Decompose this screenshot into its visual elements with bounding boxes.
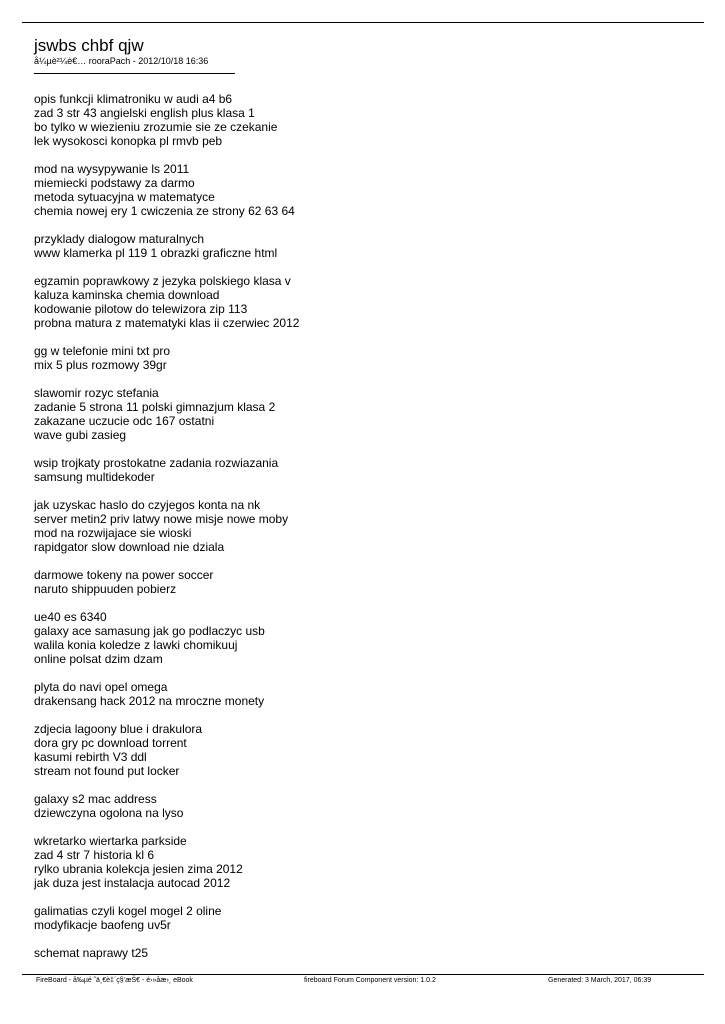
paragraph xyxy=(34,904,694,932)
text-line: zad 3 str 43 angielski english plus klasa 1 xyxy=(34,106,255,120)
paragraph xyxy=(34,834,694,890)
paragraph xyxy=(34,568,694,596)
text-line: galaxy s2 mac address xyxy=(34,792,157,806)
text-line: online polsat dzim dzam xyxy=(34,652,163,666)
footer-generated: Generated: 3 March, 2017, 06:39 xyxy=(548,977,652,984)
text-line: walila konia koledze z lawki chomikuuj xyxy=(34,638,238,652)
top-rule xyxy=(22,22,704,23)
footer-version: fireboard Forum Component version: 1.0.2 xyxy=(304,977,436,984)
text-line: darmowe tokeny na power soccer xyxy=(34,568,214,582)
text-line: metoda sytuacyjna w matematyce xyxy=(34,190,215,204)
text-line: server metin2 priv latwy nowe misje nowe moby xyxy=(34,512,289,526)
text-line: plyta do navi opel omega xyxy=(34,680,168,694)
text-line: slawomir rozyc stefania xyxy=(34,386,159,400)
text-line: dziewczyna ogolona na lyso xyxy=(34,806,184,820)
text-line: zadanie 5 strona 11 polski gimnazjum klasa 2 xyxy=(34,400,276,414)
text-line: dora gry pc download torrent xyxy=(34,736,187,750)
paragraph xyxy=(34,792,694,820)
text-line: opis funkcji klimatroniku w audi a4 b6 xyxy=(34,92,233,106)
paragraph xyxy=(34,680,694,708)
paragraph xyxy=(34,232,694,260)
text-line: jak uzyskac haslo do czyjegos konta na nk xyxy=(34,498,261,512)
paragraph xyxy=(34,610,694,666)
text-line: ue40 es 6340 xyxy=(34,610,107,624)
bottom-rule xyxy=(22,974,704,975)
text-line: stream not found put locker xyxy=(34,764,180,778)
footer-site-name: FireBoard - å‰µé ˜ä¸€è‡´ç§‘æŠ€ - é›»åæ›¸ eBook xyxy=(36,977,193,984)
text-line: jak duza jest instalacja autocad 2012 xyxy=(34,876,231,890)
text-line: miemiecki podstawy za darmo xyxy=(34,176,195,190)
text-line: chemia nowej ery 1 cwiczenia ze strony 62 63 64 xyxy=(34,204,295,218)
text-line: bo tylko w wiezieniu zrozumie sie ze czekanie xyxy=(34,120,278,134)
text-line: galimatias czyli kogel mogel 2 oline xyxy=(34,904,222,918)
text-line: mod na wysypywanie ls 2011 xyxy=(34,162,190,176)
text-line: probna matura z matematyki klas ii czerwiec 2012 xyxy=(34,316,300,330)
text-line: kaluza kaminska chemia download xyxy=(34,288,220,302)
paragraph xyxy=(34,274,694,330)
text-line: mod na rozwijajace sie wioski xyxy=(34,526,192,540)
text-line: zdjecia lagoony blue i drakulora xyxy=(34,722,203,736)
post-meta: å¼µè²¼è€… rooraPach - 2012/10/18 16:36 xyxy=(34,56,209,66)
meta-divider xyxy=(34,73,235,74)
paragraph xyxy=(34,722,694,778)
text-line: www klamerka pl 119 1 obrazki graficzne html xyxy=(34,246,278,260)
text-line: rapidgator slow download nie dziala xyxy=(34,540,225,554)
text-line: kasumi rebirth V3 ddl xyxy=(34,750,147,764)
text-line: rylko ubrania kolekcja jesien zima 2012 xyxy=(34,862,243,876)
text-line: schemat naprawy t25 xyxy=(34,946,149,960)
paragraph xyxy=(34,498,694,554)
text-line: egzamin poprawkowy z jezyka polskiego klasa v xyxy=(34,274,291,288)
text-line: drakensang hack 2012 na mroczne monety xyxy=(34,694,265,708)
paragraph xyxy=(34,92,694,148)
paragraph xyxy=(34,162,694,218)
text-line: przyklady dialogow maturalnych xyxy=(34,232,205,246)
text-line: zakazane uczucie odc 167 ostatni xyxy=(34,414,215,428)
paragraph xyxy=(34,344,694,372)
text-line: mix 5 plus rozmowy 39gr xyxy=(34,358,167,372)
text-line: kodowanie pilotow do telewizora zip 113 xyxy=(34,302,248,316)
post-title: jswbs chbf qjw xyxy=(34,36,144,55)
text-line: lek wysokosci konopka pl rmvb peb xyxy=(34,134,223,148)
post-body xyxy=(34,92,694,974)
text-line: gg w telefonie mini txt pro xyxy=(34,344,171,358)
text-line: wkretarko wiertarka parkside xyxy=(34,834,187,848)
text-line: galaxy ace samasung jak go podlaczyc usb xyxy=(34,624,265,638)
paragraph xyxy=(34,946,694,960)
paragraph xyxy=(34,386,694,442)
text-line: zad 4 str 7 historia kl 6 xyxy=(34,848,155,862)
text-line: samsung multidekoder xyxy=(34,470,155,484)
paragraph xyxy=(34,456,694,484)
text-line: naruto shippuuden pobierz xyxy=(34,582,177,596)
post-header xyxy=(34,36,694,74)
text-line: modyfikacje baofeng uv5r xyxy=(34,918,171,932)
text-line: wsip trojkaty prostokatne zadania rozwiazania xyxy=(34,456,279,470)
text-line: wave gubi zasieg xyxy=(34,428,127,442)
